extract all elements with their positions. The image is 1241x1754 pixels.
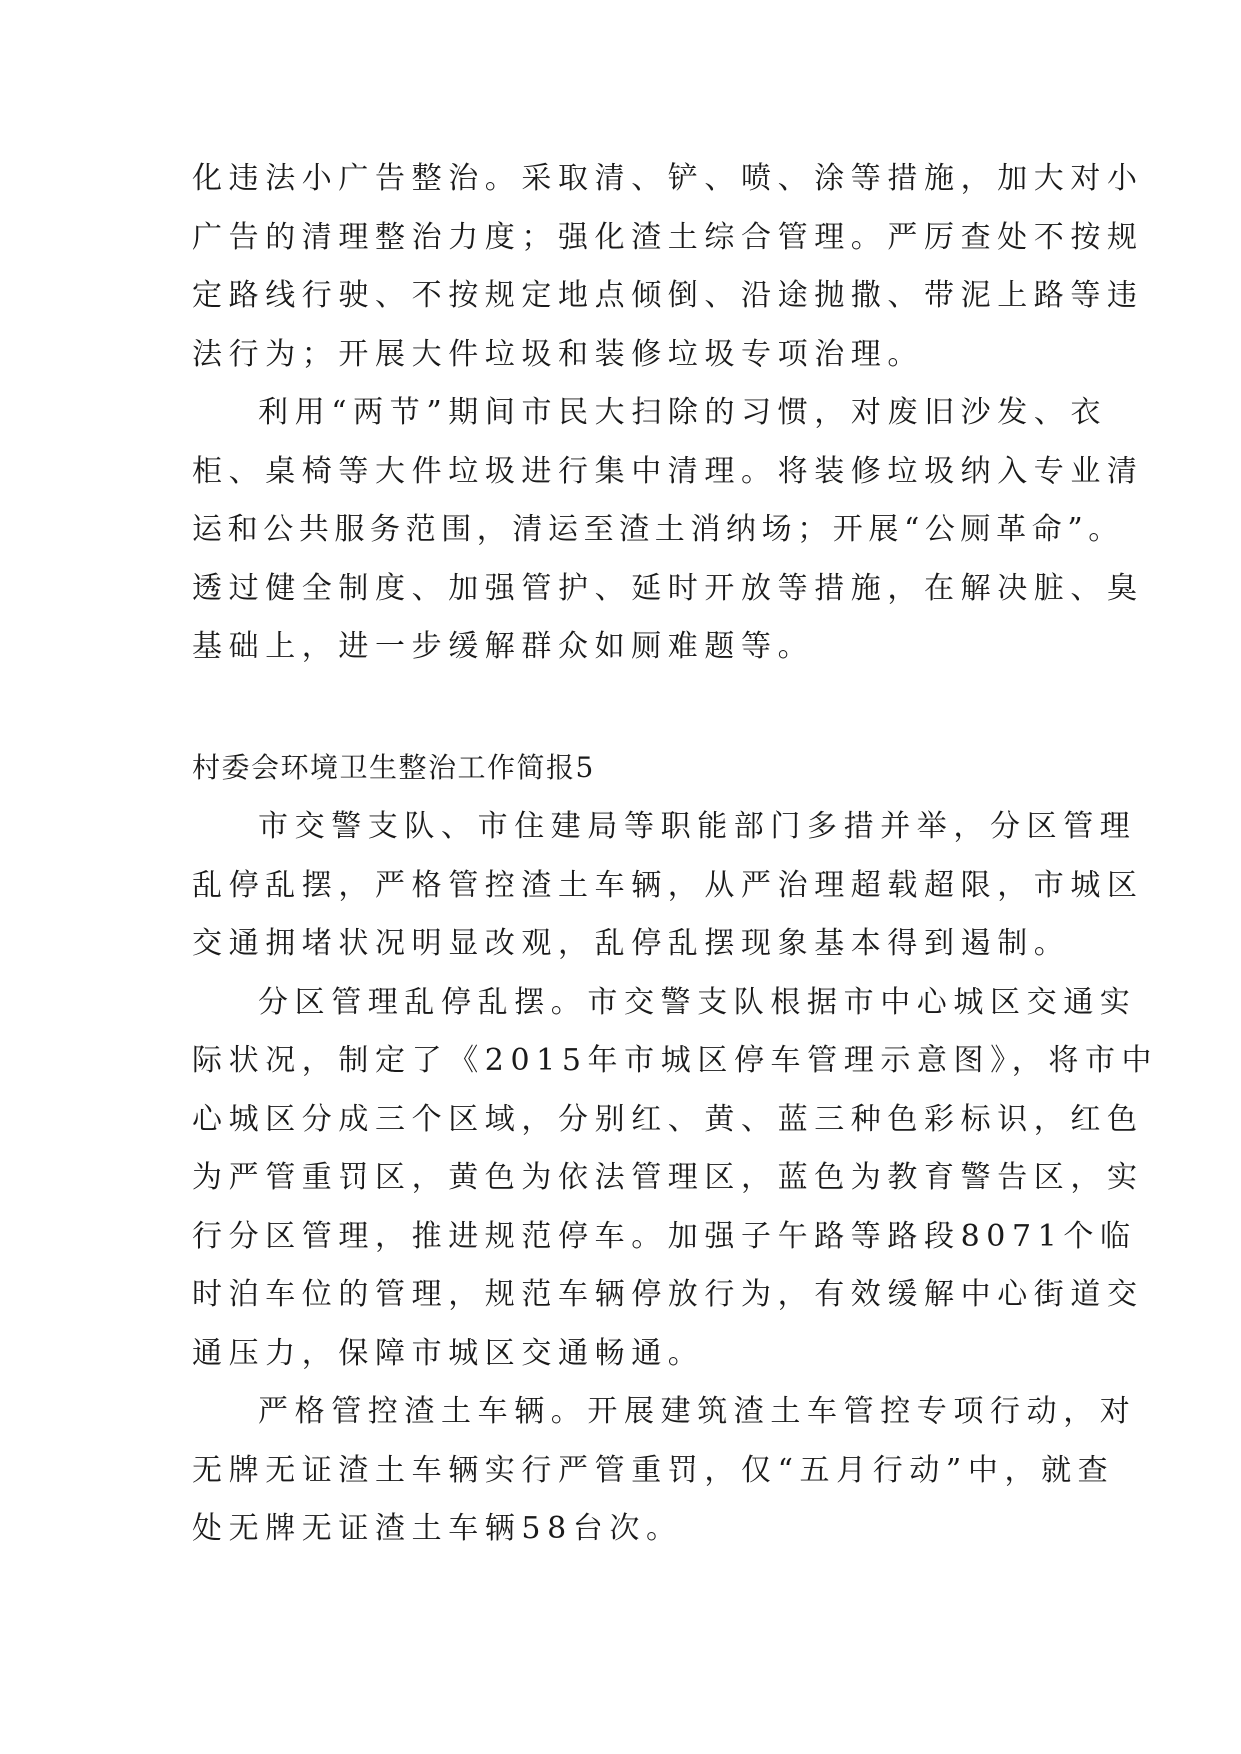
text-line: 利用“两节”期间市民大扫除的习惯，对废旧沙发、衣 [258, 395, 1108, 430]
text-line: 广告的清理整治力度；强化渣土综合管理。严厉查处不按规 [192, 219, 1144, 255]
text-line: 市交警支队、市住建局等职能部门多措并举，分区管理 [258, 809, 1137, 844]
text-line: 基础上，进一步缓解群众如厕难题等。 [192, 629, 815, 664]
text-line: 际状况，制定了《2015年市城区停车管理示意图》，将市中 [192, 1043, 1159, 1078]
text-line: 无牌无证渣土车辆实行严管重罚，仅“五月行动”中，就查 [192, 1452, 1115, 1488]
text-line: 透过健全制度、加强管护、延时开放等措施，在解决脏、臭 [192, 570, 1144, 606]
text-line: 乱停乱摆，严格管控渣土车辆，从严治理超载超限，市城区 [192, 867, 1144, 903]
text-line: 处无牌无证渣土车辆58台次。 [192, 1511, 683, 1546]
text-line: 严格管控渣土车辆。开展建筑渣土车管控专项行动，对 [258, 1394, 1137, 1429]
text-line: 分区管理乱停乱摆。市交警支队根据市中心城区交通实 [258, 984, 1137, 1020]
text-line: 时泊车位的管理，规范车辆停放行为，有效缓解中心街道交 [192, 1277, 1144, 1312]
text-line: 通压力，保障市城区交通畅通。 [192, 1335, 705, 1371]
text-line: 化违法小广告整治。采取清、铲、喷、涂等措施，加大对小 [192, 161, 1144, 196]
text-line: 柜、桌椅等大件垃圾进行集中清理。将装修垃圾纳入专业清 [192, 453, 1144, 489]
text-line: 运和公共服务范围，清运至渣土消纳场；开展“公厕革命”。 [192, 512, 1124, 547]
text-line: 法行为；开展大件垃圾和装修垃圾专项治理。 [192, 336, 924, 372]
text-line: 交通拥堵状况明显改观，乱停乱摆现象基本得到遏制。 [192, 926, 1071, 961]
paragraph-block-1 [192, 150, 1144, 677]
text-line: 为严管重罚区，黄色为依法管理区，蓝色为教育警告区，实 [192, 1160, 1144, 1195]
text-line: 行分区管理，推进规范停车。加强子午路等路段8071个临 [192, 1218, 1137, 1254]
text-line: 定路线行驶、不按规定地点倾倒、沿途抛撒、带泥上路等违 [192, 278, 1144, 313]
paragraph-block-2 [192, 798, 1159, 1559]
section-heading: 村委会环境卫生整治工作简报5 [192, 751, 595, 784]
text-line: 心城区分成三个区域，分别红、黄、蓝三种色彩标识，红色 [192, 1101, 1144, 1137]
